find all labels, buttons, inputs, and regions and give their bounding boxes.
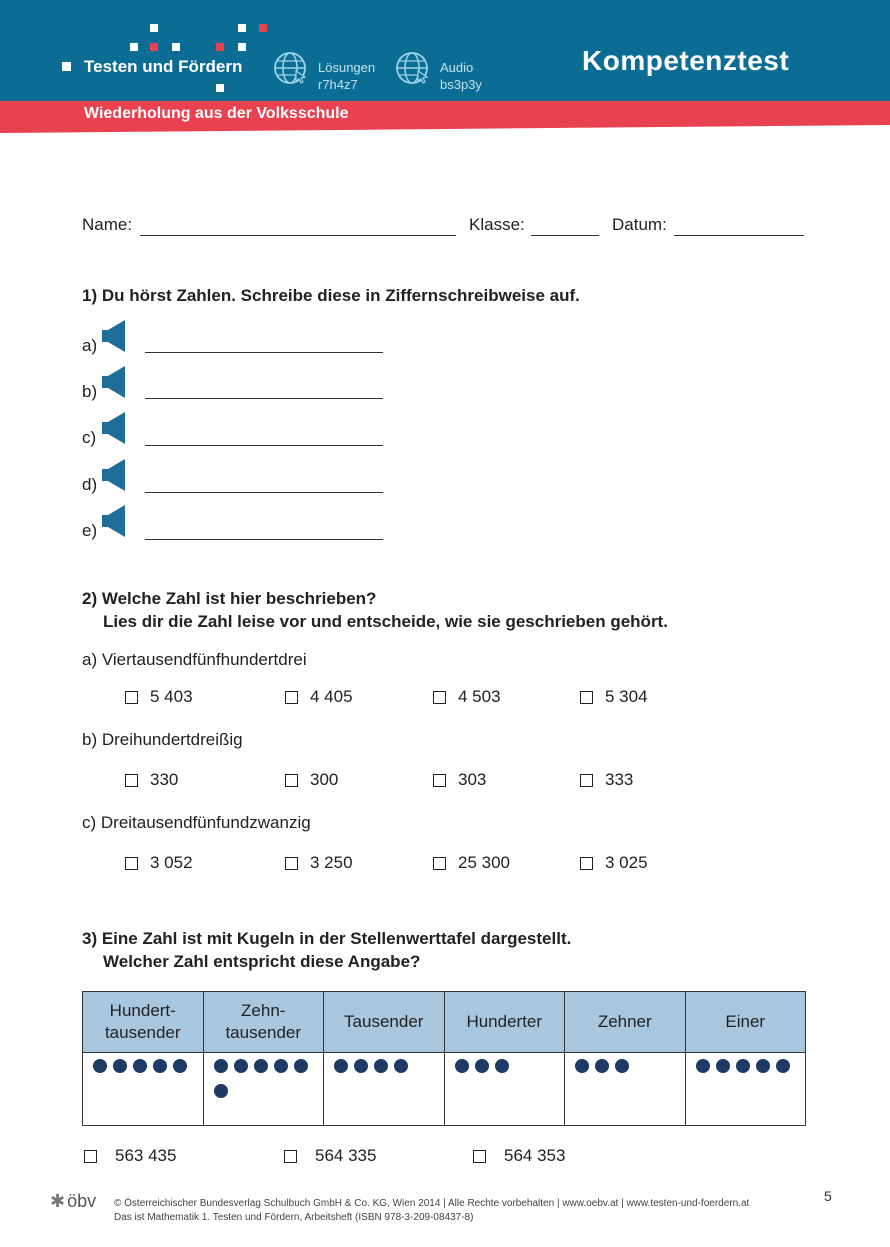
item-label: e) [82,521,98,540]
q2-part-label: a) Viertausendfünfhundertdrei [82,650,307,669]
brand-name: Testen und Fördern [84,57,243,76]
counter-dot [133,1059,147,1073]
q2-part-label: b) Dreihundertdreißig [82,730,243,749]
counter-dot [495,1059,509,1073]
choice-option[interactable] [580,853,648,873]
counter-dot [93,1059,107,1073]
choice-option[interactable] [285,687,353,707]
solutions-code: r7h4z7 [318,77,358,92]
counter-dot [234,1059,248,1073]
column-header-line: tausender [104,1023,181,1042]
solutions-label: Lösungen [318,60,376,75]
checkbox[interactable] [580,774,593,787]
counter-dot [756,1059,770,1073]
checkbox[interactable] [580,691,593,704]
item-label: d) [82,475,98,494]
counter-dot [615,1059,629,1073]
publisher-logo-text: öbv [67,1191,97,1211]
date-field[interactable] [674,235,804,236]
choice-option[interactable] [433,687,501,707]
q2-part-label: c) Dreitausendfünfundzwanzig [82,813,311,832]
checkbox[interactable] [125,857,138,870]
checkbox[interactable] [433,691,446,704]
column-header [83,992,204,1053]
choice-option[interactable] [125,687,193,707]
choice-option[interactable] [284,1146,376,1166]
option-label: 333 [605,770,634,789]
choice-option[interactable] [473,1146,565,1166]
copyright-text [114,1197,749,1225]
dot-cell [83,1053,204,1126]
option-label: 4 503 [458,687,501,706]
dot-cell [444,1053,565,1126]
column-header [565,992,686,1053]
speaker-icon[interactable] [102,412,126,444]
option-label: 4 405 [310,687,353,706]
class-label: Klasse: [469,215,525,234]
checkbox[interactable] [84,1150,97,1163]
globe-icon[interactable] [396,51,430,85]
item-label: a) [82,336,98,355]
counter-dot [173,1059,187,1073]
place-value-dot-row [83,1053,806,1126]
logo-square [172,43,180,51]
choice-option[interactable] [433,853,510,873]
choice-option[interactable] [433,770,486,790]
logo-square [62,62,71,71]
checkbox[interactable] [433,857,446,870]
option-label: 563 435 [115,1146,177,1165]
column-header-line: Hunderter [466,1012,543,1031]
logo-square [150,43,158,51]
counter-dot [736,1059,750,1073]
logo-square [130,43,138,51]
column-header-line: Hundert- [109,1001,176,1020]
choice-option[interactable] [285,770,338,790]
column-header-line: Zehner [597,1012,652,1031]
audio-link[interactable] [440,59,482,93]
question-2-text [82,587,668,633]
publisher-logo [50,1191,96,1212]
counter-dot [394,1059,408,1073]
checkbox[interactable] [125,774,138,787]
column-header-line: Tausender [344,1012,424,1031]
option-label: 303 [458,770,487,789]
speaker-icon[interactable] [102,459,126,491]
header-band [0,0,890,102]
item-label: c) [82,428,97,447]
date-label: Datum: [612,215,667,234]
choice-option[interactable] [125,853,193,873]
checkbox[interactable] [473,1150,486,1163]
logo-square [216,43,224,51]
column-header [203,992,324,1053]
asterisk-icon: ✱ [50,1191,66,1211]
logo-square [216,84,224,92]
place-value-table [82,991,806,1126]
counter-dot [294,1059,308,1073]
counter-dot [274,1059,288,1073]
solutions-link[interactable] [318,59,375,93]
answer-line[interactable] [145,539,383,540]
audio-code: bs3p3y [440,77,482,92]
counter-dot [575,1059,589,1073]
column-header-line: tausender [225,1023,302,1042]
logo-square [259,24,267,32]
checkbox[interactable] [125,691,138,704]
counter-dot [374,1059,388,1073]
question-1-text: 1) Du hörst Zahlen. Schreibe diese in Ziffernschreibweise auf. [82,286,580,305]
choice-option[interactable] [580,687,648,707]
counter-dot [254,1059,268,1073]
option-label: 564 353 [504,1146,566,1165]
choice-option[interactable] [285,853,353,873]
answer-line[interactable] [145,352,383,353]
counter-dot [776,1059,790,1073]
choice-option[interactable] [125,770,178,790]
column-header [685,992,806,1053]
subtitle: Wiederholung aus der Volksschule [84,105,349,122]
checkbox[interactable] [285,691,298,704]
checkbox[interactable] [285,857,298,870]
question-3-line-1: 3) Eine Zahl ist mit Kugeln in der Stellenwerttafel dargestellt. [82,929,572,948]
option-label: 5 403 [150,687,193,706]
counter-dot [716,1059,730,1073]
counter-dot [475,1059,489,1073]
copyright-line-1: © Österreichischer Bundesverlag Schulbuch GmbH & Co. KG, Wien 2014 | Alle Rechte vorbehalten | www.oebv.at | www.testen-und-foerdern.at [114,1198,750,1209]
option-label: 3 052 [150,853,193,872]
question-2-line-1: 2) Welche Zahl ist hier beschrieben? [82,589,377,608]
checkbox[interactable] [580,857,593,870]
speaker-icon[interactable] [102,366,126,398]
answer-line[interactable] [145,492,383,493]
counter-dot [113,1059,127,1073]
name-label: Name: [82,215,133,234]
counter-dot [455,1059,469,1073]
counter-dot [354,1059,368,1073]
checkbox[interactable] [285,774,298,787]
logo-square [150,24,158,32]
option-label: 3 250 [310,853,353,872]
column-header-line: Einer [725,1012,766,1031]
question-2-line-2: Lies dir die Zahl leise vor und entscheide, wie sie geschrieben gehört. [103,612,668,631]
column-header [324,992,445,1053]
checkbox[interactable] [433,774,446,787]
dot-cell [565,1053,686,1126]
item-label: b) [82,382,98,401]
counter-dot [153,1059,167,1073]
counter-dot [595,1059,609,1073]
question-3-line-2: Welcher Zahl entspricht diese Angabe? [103,952,421,971]
option-label: 300 [310,770,339,789]
audio-label: Audio [440,60,474,75]
copyright-line-2: Das ist Mathematik 1. Testen und Fördern, Arbeitsheft (ISBN 978-3-209-08437-8) [114,1212,474,1223]
option-label: 5 304 [605,687,648,706]
choice-option[interactable] [84,1146,176,1166]
question-3-text [82,927,571,973]
globe-icon[interactable] [274,51,308,85]
speaker-icon[interactable] [102,320,126,352]
column-header-line: Zehn- [241,1001,286,1020]
speaker-icon[interactable] [102,505,126,537]
option-label: 3 025 [605,853,648,872]
choice-option[interactable] [580,770,633,790]
checkbox[interactable] [284,1150,297,1163]
logo-square [238,43,246,51]
page-title: Kompetenztest [582,45,790,76]
counter-dot [214,1059,228,1073]
name-field[interactable] [140,235,456,236]
option-label: 25 300 [458,853,510,872]
answer-line[interactable] [145,445,383,446]
counter-dot [696,1059,710,1073]
counter-dot [214,1084,228,1098]
dot-cell [203,1053,324,1126]
page-number: 5 [824,1188,832,1204]
option-label: 564 335 [315,1146,377,1165]
class-field[interactable] [531,235,599,236]
dot-cell [685,1053,806,1126]
column-header [444,992,565,1053]
option-label: 330 [150,770,179,789]
logo-square [238,24,246,32]
answer-line[interactable] [145,398,383,399]
place-value-header-row [83,992,806,1053]
dot-cell [324,1053,445,1126]
counter-dot [334,1059,348,1073]
